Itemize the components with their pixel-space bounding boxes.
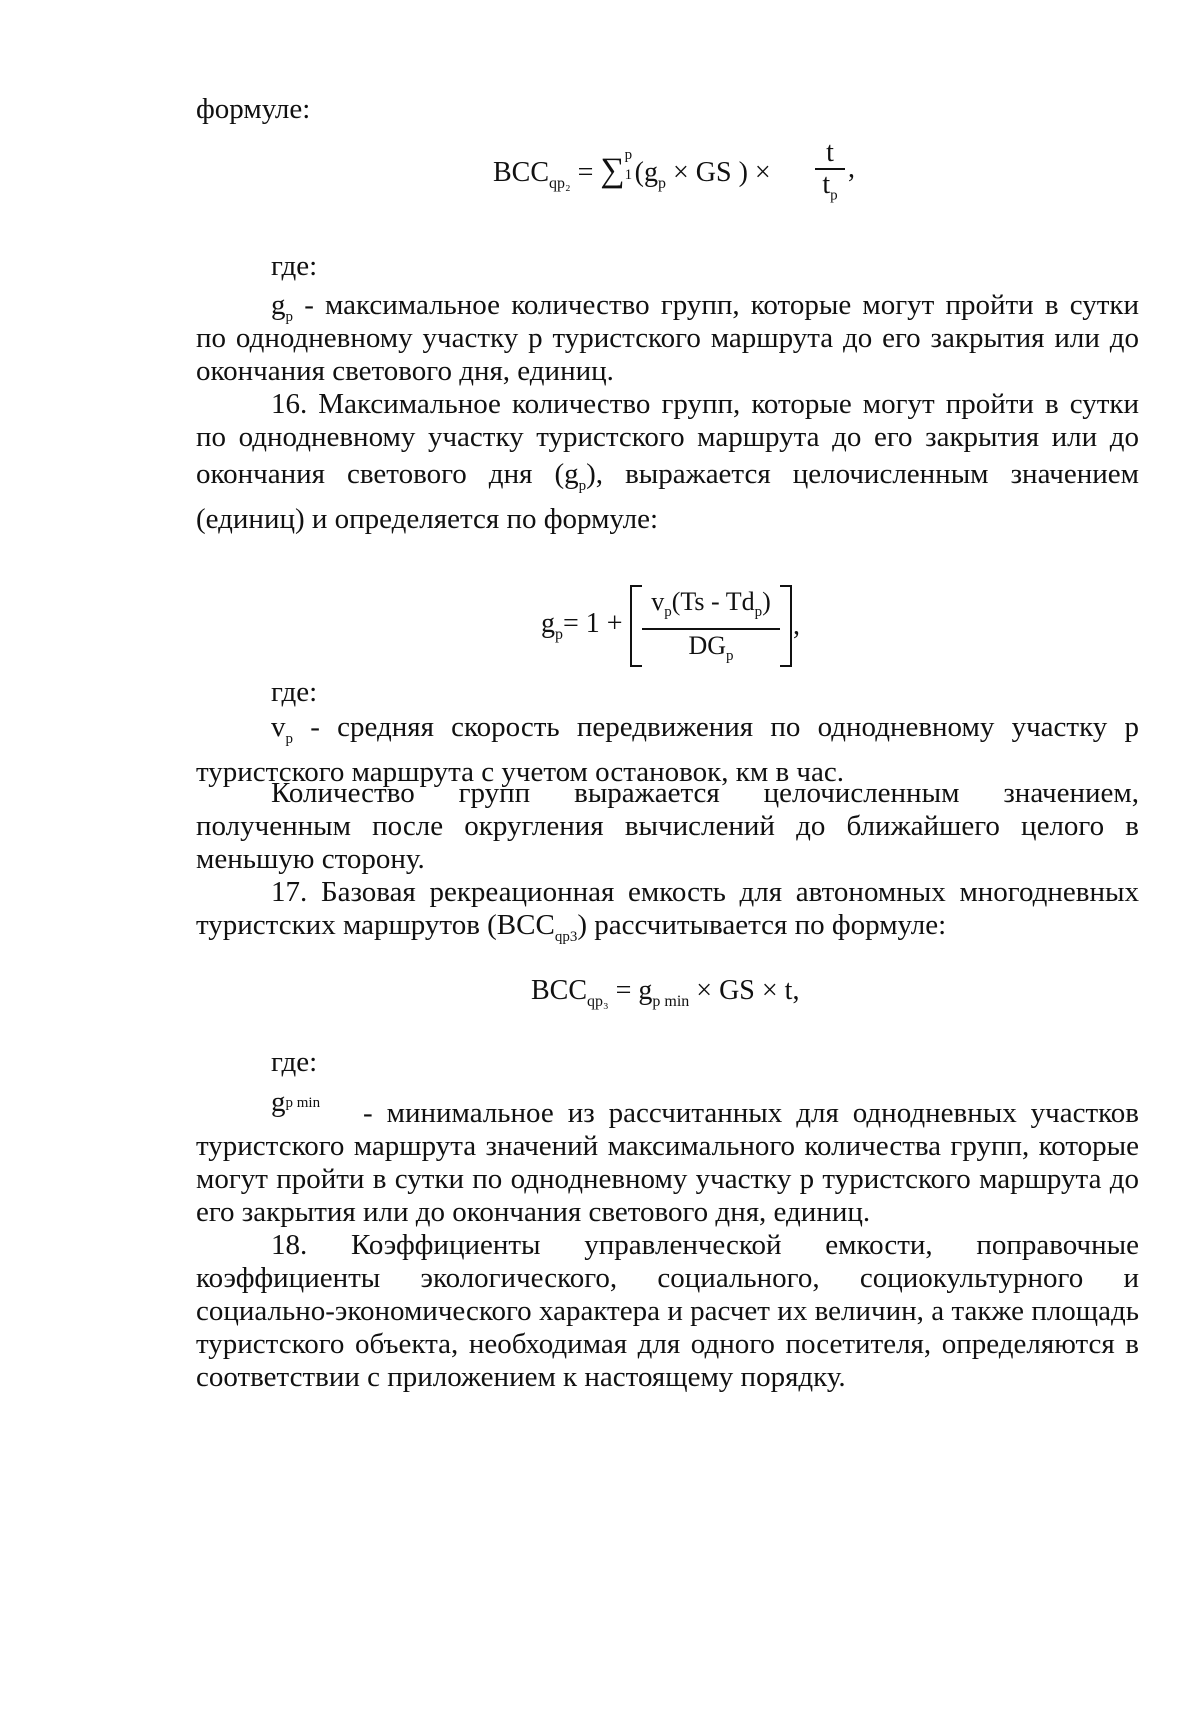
where-label-2: где: (271, 676, 318, 708)
paragraph-17-sub: qp3 (554, 928, 578, 945)
definition-gpmin-symbol: g (271, 1086, 286, 1118)
paragraph-16-text-b: ), выражается целочисленным значением (единиц) и определяется по формуле: (196, 458, 1139, 535)
paragraph-18: 18. Коэффициенты управленческой емкости, поправочные коэффициенты экологического, социального, социокультурного и социально-экономического характера и расчет их величин, а также площадь туристского объекта, необходимая для одного посетителя, определяются в соответствии с приложением к настоящему порядку. (196, 1229, 1139, 1393)
formula2-eq: = 1 + (563, 608, 623, 639)
formula2-left-bracket (630, 585, 642, 667)
formula3-lhs-sub: qp₃ (587, 993, 609, 1010)
formula1-body-rest: × GS ) (665, 157, 748, 188)
definition-gp-symbol: g (271, 289, 286, 321)
groups-note: Количество групп выражается целочисленным значением, полученным после округления вычислений до ближайшего целого в меньшую сторону. (196, 777, 1139, 875)
formula1-sum: ∑ (600, 152, 625, 189)
definition-gp-rest: по однодневному участку р туристского маршрута до его закрытия или до окончания светового дня, единиц. (196, 322, 1139, 387)
formula2-num-v: v (651, 587, 665, 616)
formula1-times: × (754, 157, 771, 188)
formula1-lhs: BCC (493, 157, 550, 188)
paragraph-17-text-a: туристских маршрутов (BCC (196, 909, 555, 941)
formula1-frac-den: t (822, 169, 831, 200)
formula2-num-rest: (Ts - Td (671, 587, 755, 616)
definition-gpmin-first: - минимальное из рассчитанных для однодневных участков (363, 1097, 1139, 1129)
definition-vp (196, 711, 1139, 788)
where-label-3: где: (271, 1046, 318, 1078)
formula1-frac-den-sub: p (830, 187, 838, 204)
where-label-1: где: (271, 250, 318, 282)
definition-vp-symbol-sub: p (285, 730, 293, 747)
formula2-tail: , (793, 610, 800, 641)
formula2-num-close: ) (762, 587, 771, 616)
formula2-lhs-sub: p (555, 626, 563, 643)
formula2-fraction (642, 586, 780, 672)
formula1-body: (g (634, 157, 658, 188)
formula3-eq: = (615, 975, 632, 1006)
paragraph-16-symbol-sub: p (578, 477, 587, 494)
definition-gp-symbol-sub: p (285, 308, 293, 325)
intro-text: формуле: (196, 93, 311, 125)
definition-vp-text: - средняя скорость передвижения по однодневному участку р туристского маршрута с учетом остановок, км в час. (196, 711, 1139, 788)
formula1-body-sub: p (657, 175, 666, 192)
formula3-lhs: BCC (531, 975, 588, 1006)
formula1-lhs-sub: qp₂ (549, 175, 571, 192)
formula2-lhs: g (541, 608, 555, 639)
formula2-right-bracket (780, 585, 792, 667)
paragraph-16-first: 16. Максимальное количество групп, которые могут пройти в сутки по однодневному участку туристского маршрута до его закрытия или до (196, 388, 1139, 453)
formula1-fraction (815, 138, 845, 211)
definition-gpmin-sub: p min (285, 1095, 321, 1111)
formula-bcc-qp3 (531, 975, 800, 1010)
paragraph-16-text-a: окончания светового дня ( (196, 458, 565, 490)
formula1-sum-sup: p (624, 147, 633, 163)
paragraph-17-second (196, 909, 1139, 954)
paragraph-17-text-b: ) рассчитывается по формуле: (577, 909, 947, 941)
definition-vp-symbol: v (271, 711, 286, 743)
paragraph-16-second (196, 458, 1139, 535)
formula3-g: g (638, 975, 653, 1006)
formula1-tail: , (848, 153, 855, 184)
formula2-den-sub: p (726, 648, 734, 665)
formula2-den: DG (688, 631, 727, 661)
paragraph-16-symbol: g (564, 458, 579, 490)
formula1-frac-num: t (826, 137, 834, 168)
formula3-rest: × GS × t, (696, 975, 800, 1006)
definition-gp-text: - максимальное количество групп, которые могут пройти в сутки (304, 289, 1140, 321)
definition-gpmin-rest: туристского маршрута значений максимального количества групп, которые могут пройти в сутки по однодневному участку р туристского маршрута до его закрытия или до окончания светового дня, единиц. (196, 1130, 1139, 1228)
formula1-eq: = (577, 157, 594, 188)
formula2-num-v-sub: p (664, 604, 672, 621)
formula2-num-rest-sub: p (754, 604, 763, 621)
paragraph-17-first: 17. Базовая рекреационная емкость для автономных многодневных (271, 876, 1139, 908)
definition-gpmin-symbol-wrap (271, 1086, 320, 1124)
formula1-sum-sub: 1 (624, 167, 633, 183)
formula3-g-sub: p min (652, 993, 690, 1010)
